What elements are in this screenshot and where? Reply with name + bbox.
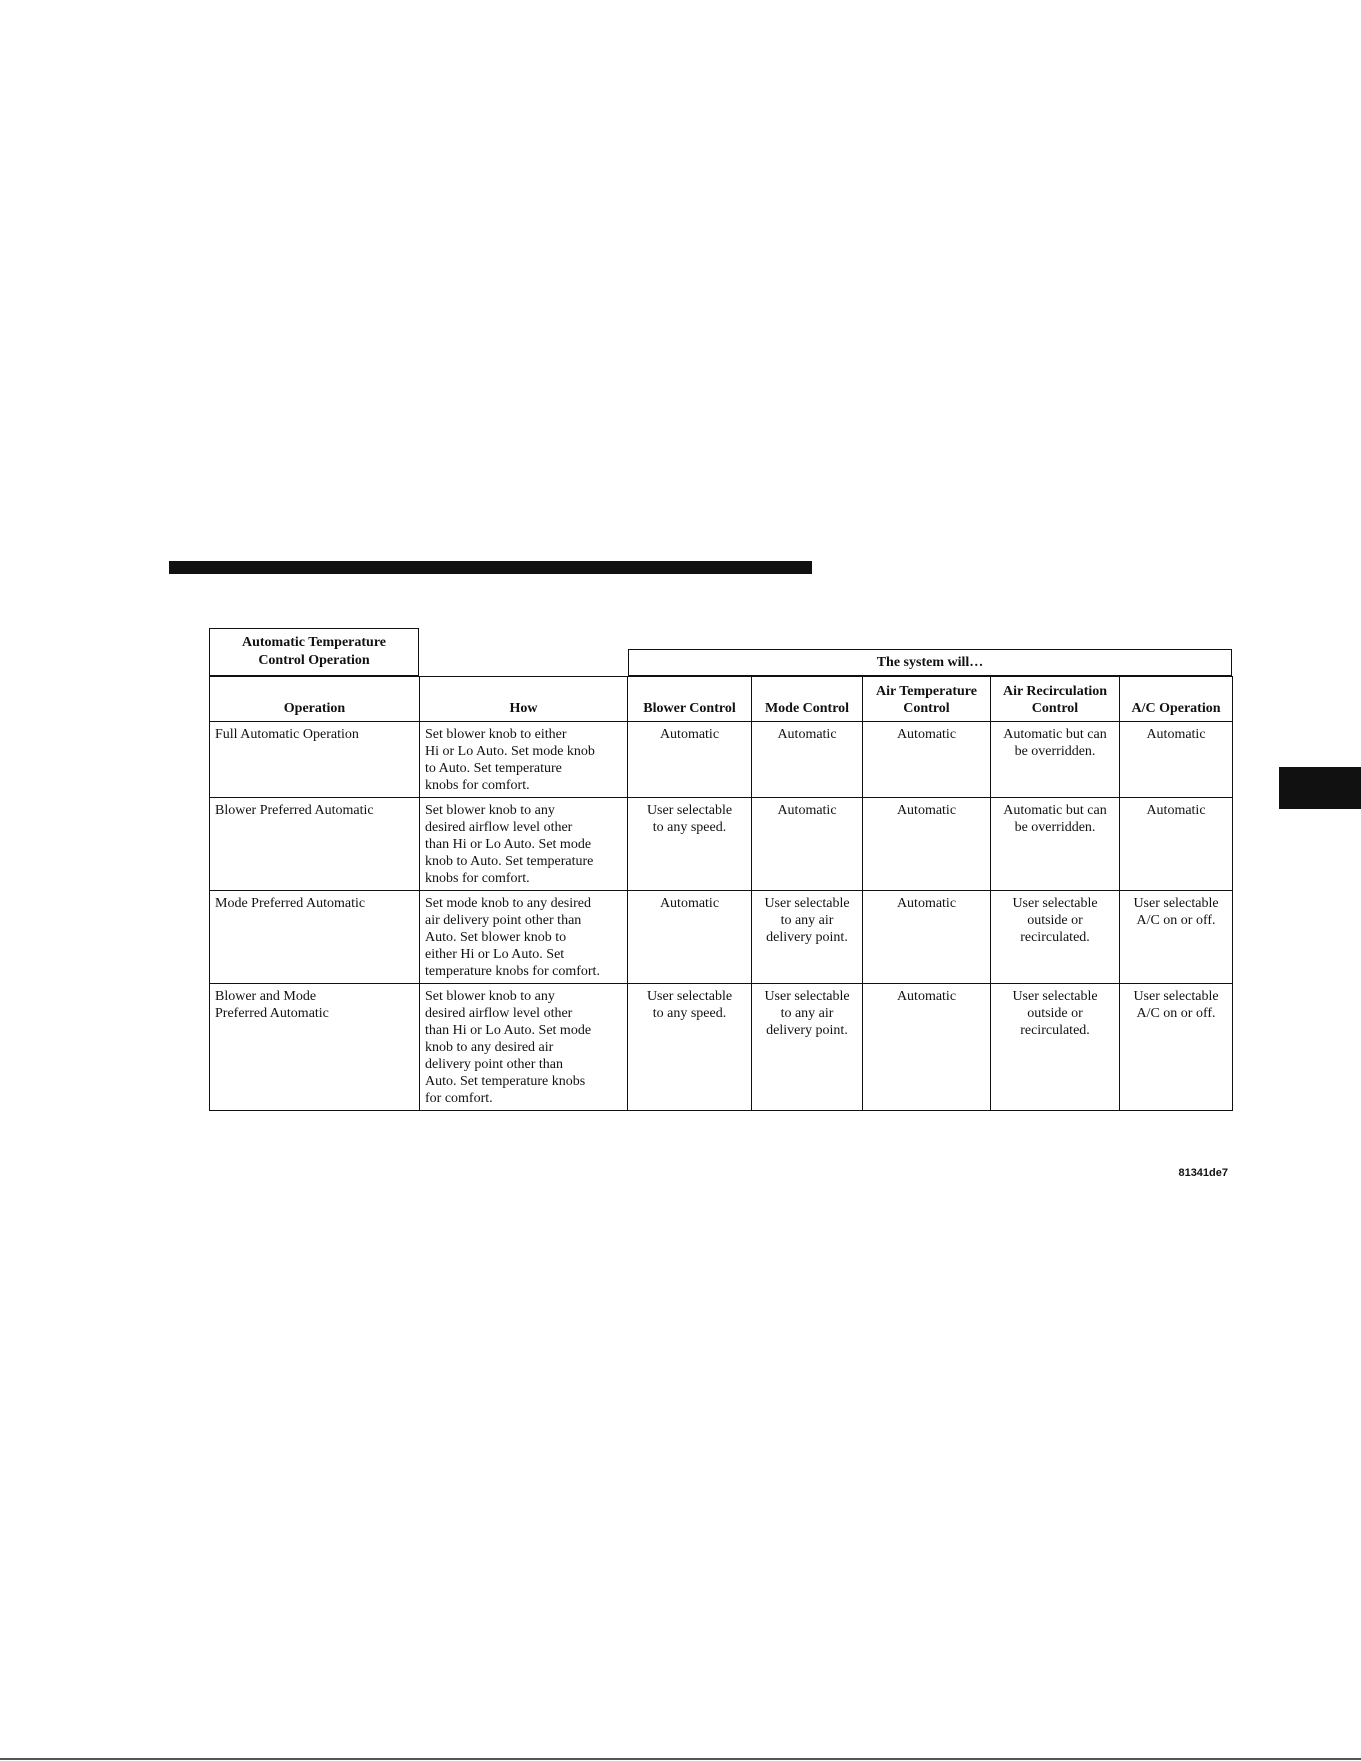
cell-how: Set blower knob to any desired airflow level other than Hi or Lo Auto. Set mode knob to Auto. Set temperature knobs for comfort.: [420, 798, 628, 891]
cell-ac-operation: User selectable A/C on or off.: [1120, 891, 1233, 984]
cell-mode-control: User selectable to any air delivery point.: [752, 984, 863, 1111]
operation-table: [209, 676, 1233, 1111]
table-row: [210, 722, 1233, 798]
cell-blower-control: User selectable to any speed.: [628, 798, 752, 891]
cell-how: Set mode knob to any desired air delivery point other than Auto. Set blower knob to either Hi or Lo Auto. Set temperature knobs for comfort.: [420, 891, 628, 984]
cell-blower-control: Automatic: [628, 891, 752, 984]
col-header-air-temperature-control: Air Temperature Control: [863, 677, 991, 722]
page-bottom-rule: [0, 1758, 1361, 1760]
col-header-ac-operation: A/C Operation: [1120, 677, 1233, 722]
cell-blower-control: Automatic: [628, 722, 752, 798]
figure-id: 81341de7: [1178, 1167, 1228, 1179]
cell-how: Set blower knob to either Hi or Lo Auto. Set mode knob to Auto. Set temperature knobs for comfort.: [420, 722, 628, 798]
col-header-how: How: [420, 677, 628, 722]
section-header-bar: [169, 561, 812, 574]
cell-ac-operation: Automatic: [1120, 798, 1233, 891]
cell-operation: Blower and Mode Preferred Automatic: [210, 984, 420, 1111]
table-row: [210, 891, 1233, 984]
cell-how: Set blower knob to any desired airflow level other than Hi or Lo Auto. Set mode knob to any desired air delivery point other than Auto. Set temperature knobs for comfort.: [420, 984, 628, 1111]
header-row: [210, 677, 1233, 722]
cell-operation: Full Automatic Operation: [210, 722, 420, 798]
cell-air-temperature-control: Automatic: [863, 722, 991, 798]
col-header-mode-control: Mode Control: [752, 677, 863, 722]
table-title-line2: Control Operation: [258, 653, 370, 668]
cell-operation: Blower Preferred Automatic: [210, 798, 420, 891]
table-row: [210, 798, 1233, 891]
table-title-line1: Automatic Temperature: [242, 635, 386, 650]
cell-air-temperature-control: Automatic: [863, 891, 991, 984]
cell-mode-control: Automatic: [752, 722, 863, 798]
cell-ac-operation: Automatic: [1120, 722, 1233, 798]
cell-air-recirculation-control: User selectable outside or recirculated.: [991, 891, 1120, 984]
table-title-box: [209, 628, 419, 676]
cell-air-recirculation-control: Automatic but can be overridden.: [991, 722, 1120, 798]
cell-ac-operation: User selectable A/C on or off.: [1120, 984, 1233, 1111]
col-header-air-recirculation-control: Air Recirculation Control: [991, 677, 1120, 722]
col-header-blower-control: Blower Control: [628, 677, 752, 722]
table-row: [210, 984, 1233, 1111]
cell-mode-control: Automatic: [752, 798, 863, 891]
cell-air-recirculation-control: Automatic but can be overridden.: [991, 798, 1120, 891]
col-header-operation: Operation: [210, 677, 420, 722]
cell-air-temperature-control: Automatic: [863, 984, 991, 1111]
cell-blower-control: User selectable to any speed.: [628, 984, 752, 1111]
cell-air-temperature-control: Automatic: [863, 798, 991, 891]
cell-operation: Mode Preferred Automatic: [210, 891, 420, 984]
chapter-tab-marker: [1279, 767, 1361, 809]
cell-mode-control: User selectable to any air delivery point.: [752, 891, 863, 984]
group-header: The system will…: [628, 649, 1232, 676]
cell-air-recirculation-control: User selectable outside or recirculated.: [991, 984, 1120, 1111]
